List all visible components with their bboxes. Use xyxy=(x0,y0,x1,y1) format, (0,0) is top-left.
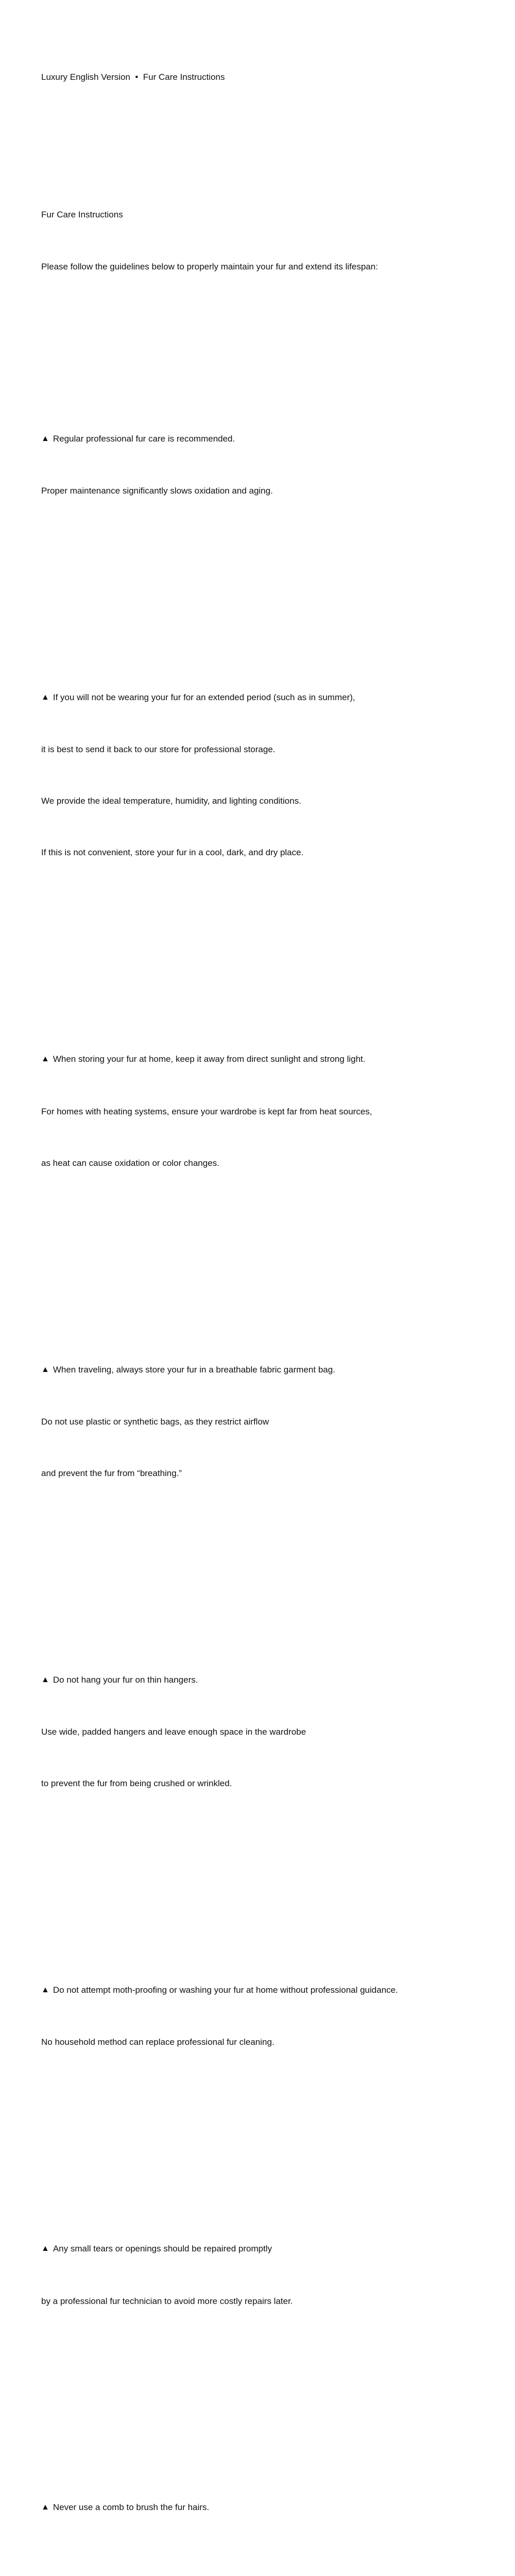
care-section xyxy=(41,1016,484,1206)
section-line-text: Proper maintenance significantly slows oxidation and aging. xyxy=(41,485,273,496)
blank-line xyxy=(41,327,484,344)
section-lead xyxy=(41,430,484,448)
triangle-bullet-icon: ▲ xyxy=(41,1675,49,1684)
section-line-text: to prevent the fur from being crushed or wrinkled. xyxy=(41,1778,232,1789)
section-lead-text: When traveling, always store your fur in a breathable fabric garment bag. xyxy=(53,1364,335,1375)
triangle-bullet-icon: ▲ xyxy=(41,434,49,443)
section-lead xyxy=(41,1361,484,1379)
triangle-bullet-icon: ▲ xyxy=(41,1365,49,1374)
intro-text: Please follow the guidelines below to properly maintain your fur and extend its lifespan: xyxy=(41,261,378,272)
section-lead xyxy=(41,1981,484,1999)
section-lead-text: Any small tears or openings should be repaired promptly xyxy=(53,2244,272,2254)
care-section xyxy=(41,1327,484,1516)
section-line-text: it is best to send it back to our store for professional storage. xyxy=(41,744,276,755)
section-lead xyxy=(41,1671,484,1689)
triangle-bullet-icon: ▲ xyxy=(41,692,49,702)
care-section xyxy=(41,2206,484,2344)
section-lead xyxy=(41,2240,484,2258)
doc-header: Luxury English Version • Fur Care Instructions xyxy=(41,72,225,82)
blank-line xyxy=(41,2137,484,2154)
blank-line xyxy=(41,2396,484,2413)
triangle-bullet-icon: ▲ xyxy=(41,1055,49,1064)
care-section xyxy=(41,396,484,534)
care-section xyxy=(41,1637,484,1826)
blank-line xyxy=(41,947,484,964)
section-lead-text: Do not hang your fur on thin hangers. xyxy=(53,1674,198,1685)
page-title: Fur Care Instructions xyxy=(41,210,123,220)
care-section xyxy=(41,1947,484,2085)
blank-line xyxy=(41,138,484,155)
section-line-text: and prevent the fur from “breathing.” xyxy=(41,1468,182,1479)
section-line-text: Do not use plastic or synthetic bags, as they restrict airflow xyxy=(41,1416,269,1427)
triangle-bullet-icon: ▲ xyxy=(41,2503,49,2512)
section-lead-text: If you will not be wearing your fur for an extended period (such as in summer), xyxy=(53,692,355,702)
section-lead-text: Regular professional fur care is recommended. xyxy=(53,433,235,444)
section-line-text: We provide the ideal temperature, humidity, and lighting conditions. xyxy=(41,796,301,806)
section-lead-text: Do not attempt moth-proofing or washing your fur at home without professional guidance. xyxy=(53,1985,398,1995)
blank-line xyxy=(41,585,484,602)
section-lead-text: When storing your fur at home, keep it away from direct sunlight and strong light. xyxy=(53,1054,366,1064)
section-lead xyxy=(41,2499,484,2516)
section-lead xyxy=(41,1050,484,1068)
section-line-text: For homes with heating systems, ensure your wardrobe is kept far from heat sources, xyxy=(41,1106,372,1116)
section-line-text: Use wide, padded hangers and leave enough space in the wardrobe xyxy=(41,1727,306,1737)
care-section xyxy=(41,654,484,896)
blank-line xyxy=(41,1568,484,1585)
care-section xyxy=(41,2465,484,2551)
section-line-text: as heat can cause oxidation or color changes. xyxy=(41,1158,219,1168)
section-lead xyxy=(41,689,484,706)
section-line-text: If this is not convenient, store your fur in a cool, dark, and dry place. xyxy=(41,848,304,858)
section-line-text: No household method can replace professional fur cleaning. xyxy=(41,2037,274,2047)
blank-line xyxy=(41,1258,484,1275)
section-line-text: by a professional fur technician to avoid more costly repairs later. xyxy=(41,2296,293,2306)
triangle-bullet-icon: ▲ xyxy=(41,2244,49,2253)
blank-line xyxy=(41,1878,484,1895)
triangle-bullet-icon: ▲ xyxy=(41,1986,49,1995)
section-lead-text: Never use a comb to brush the fur hairs. xyxy=(53,2502,210,2513)
